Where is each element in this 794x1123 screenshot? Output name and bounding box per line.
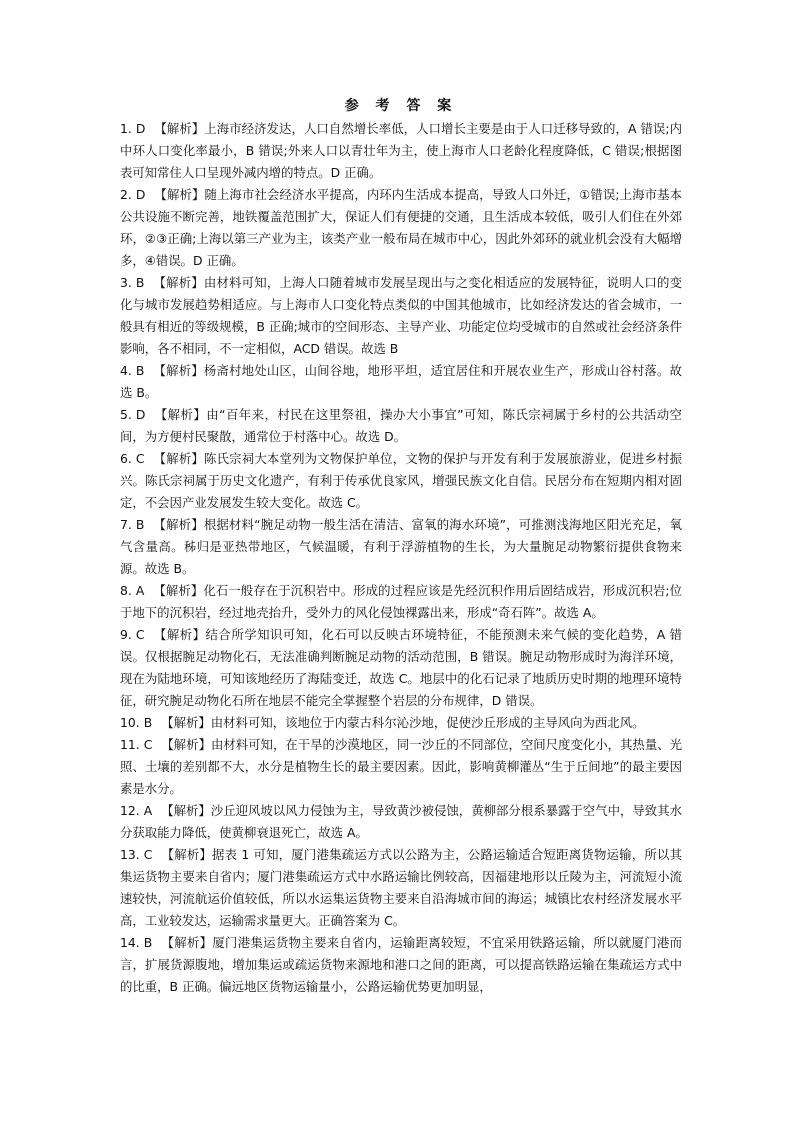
explanation-text: 【解析】陈氏宗祠大本堂列为文物保护单位，文物的保护与开发有利于发展旅游业，促进乡村振兴。陈氏宗祠属于历史文化遗产，有利于传承优良家风，增强民族文化自信。民居分布在短期内相对固定，不会因产业发展发生较大变化。故选 C。: [120, 451, 682, 510]
answer-entry: [120, 404, 682, 448]
explanation-text: 【解析】厦门港集运货物主要来自省内，运输距离较短，不宜采用铁路运输，所以就厦门港而言，扩展货源腹地，增加集运或疏运货物来源地和港口之间的距离，可以提高铁路运输在集疏运方式中的比重，B 正确。偏远地区货物运输量小，公路运输优势更加明显，: [120, 935, 682, 994]
answer-entry: [120, 448, 682, 514]
answer-entry: [120, 360, 682, 404]
answer-list: [120, 118, 682, 998]
explanation-text: 【解析】由材料可知，该地位于内蒙古科尔沁沙地，促使沙丘形成的主导风向为西北风。: [161, 715, 645, 730]
answer-entry: [120, 932, 682, 998]
answer-letter: C: [143, 737, 153, 752]
answer-entry: [120, 712, 682, 734]
answer-letter: B: [135, 363, 145, 378]
explanation-text: 【解析】上海市经济发达，人口自然增长率低，人口增长主要是由于人口迁移导致的，A 错误;内中环人口变化率最小，B 错误;外来人口以青壮年为主，使上海市人口老龄化程度降低，C 错误;根据图表可知常住人口呈现外减内增的特点。D 正确。: [120, 121, 682, 180]
question-number: 4.: [120, 363, 132, 378]
answer-letter: A: [143, 803, 153, 818]
question-number: 5.: [120, 407, 132, 422]
explanation-text: 【解析】由材料可知，上海人口随着城市发展呈现出与之变化相适应的发展特征，说明人口的变化与城市发展趋势相适应。与上海市人口变化特点类似的中国其他城市，比如经济发达的省会城市，一般具有相近的等级规模，B 正确;城市的空间形态、主导产业、功能定位均受城市的自然或社会经济条件影响，各不相同，不一定相似，ACD 错误。故选 B: [120, 275, 682, 356]
answer-letter: D: [135, 407, 146, 422]
answer-letter: D: [135, 121, 146, 136]
question-number: 8.: [120, 583, 132, 598]
question-number: 2.: [120, 187, 132, 202]
answer-entry: [120, 734, 682, 800]
answer-letter: C: [135, 451, 145, 466]
explanation-text: 【解析】化石一般存在于沉积岩中。形成的过程应该是先经沉积作用后固结成岩，形成沉积岩;位于地下的沉积岩，经过地壳抬升，受外力的风化侵蚀裸露出来，形成“奇石阵”。故选 A。: [120, 583, 682, 620]
answer-letter: A: [135, 583, 145, 598]
answer-letter: C: [135, 627, 145, 642]
question-number: 9.: [120, 627, 132, 642]
explanation-text: 【解析】由材料可知，在干旱的沙漠地区，同一沙丘的不同部位，空间尺度变化小，其热量、光照、土壤的差别都不大，水分是植物生长的最主要因素。因此，影响黄柳灌丛“生于丘间地”的最主要因素是水分。: [120, 737, 682, 796]
explanation-text: 【解析】杨斋村地处山区，山间谷地，地形平坦，适宜居住和开展农业生产，形成山谷村落。故选 B。: [120, 363, 682, 400]
answer-letter: D: [135, 187, 146, 202]
question-number: 14.: [120, 935, 140, 950]
question-number: 7.: [120, 517, 132, 532]
answer-letter: B: [143, 935, 153, 950]
answer-entry: [120, 844, 682, 932]
answer-letter: B: [135, 275, 145, 290]
page-title: 参 考 答 案: [344, 98, 458, 114]
answer-entry: [120, 624, 682, 712]
explanation-text: 【解析】据表 1 可知，厦门港集疏运方式以公路为主，公路运输适合短距离货物运输，所以其集运货物主要来自省内；厦门港集疏运方式中水路运输比例较高，因福建地形以丘陵为主，河流短小流速较快，河流航运价值较低，所以水运集运货物主要来自沿海城市间的海运；城镇比农村经济发展水平高，工业较发达，运输需求量更大。正确答案为 C。: [120, 847, 682, 928]
answer-entry: [120, 580, 682, 624]
answer-letter: B: [135, 517, 145, 532]
explanation-text: 【解析】由“百年来，村民在这里祭祖，操办大小事宜”可知，陈氏宗祠属于乡村的公共活动空间，为方便村民聚散，通常位于村落中心。故选 D。: [120, 407, 682, 444]
explanation-text: 【解析】根据材料“腕足动物一般生活在清洁、富氧的海水环境”，可推测浅海地区阳光充足，氧气含量高。秭归是亚热带地区，气候温暖，有利于浮游植物的生长，为大量腕足动物繁衍提供食物来源。故选 B。: [120, 517, 682, 576]
answer-entry: [120, 184, 682, 272]
question-number: 1.: [120, 121, 132, 136]
question-number: 6.: [120, 451, 132, 466]
answer-entry: [120, 800, 682, 844]
answer-letter: C: [143, 847, 153, 862]
question-number: 3.: [120, 275, 132, 290]
answer-entry: [120, 272, 682, 360]
question-number: 13.: [120, 847, 140, 862]
answer-entry: [120, 118, 682, 184]
explanation-text: 【解析】随上海市社会经济水平提高，内环内生活成本提高，导致人口外迁，①错误;上海市基本公共设施不断完善，地铁覆盖范围扩大，保证人们有便捷的交通，且生活成本较低，吸引人们住在外郊环，②③正确;上海以第三产业为主，该类产业一般布局在城市中心，因此外郊环的就业机会没有大幅增多，④错误。D 正确。: [120, 187, 682, 268]
answer-letter: B: [143, 715, 153, 730]
question-number: 11.: [120, 737, 140, 752]
question-number: 10.: [120, 715, 140, 730]
question-number: 12.: [120, 803, 140, 818]
answer-entry: [120, 514, 682, 580]
explanation-text: 【解析】沙丘迎风坡以风力侵蚀为主，导致黄沙被侵蚀，黄柳部分根系暴露于空气中，导致其水分获取能力降低，使黄柳衰退死亡，故选 A。: [120, 803, 682, 840]
explanation-text: 【解析】结合所学知识可知，化石可以反映古环境特征，不能预测未来气候的变化趋势，A 错误。仅根据腕足动物化石，无法准确判断腕足动物的活动范围，B 错误。腕足动物形成时为海洋环境，现在为陆地环境，可知该地经历了海陆变迁，故选 C。地层中的化石记录了地质历史时期的地理环境特征，研究腕足动物化石所在地层不能完全掌握整个岩层的分布规律，D 错误。: [120, 627, 682, 708]
